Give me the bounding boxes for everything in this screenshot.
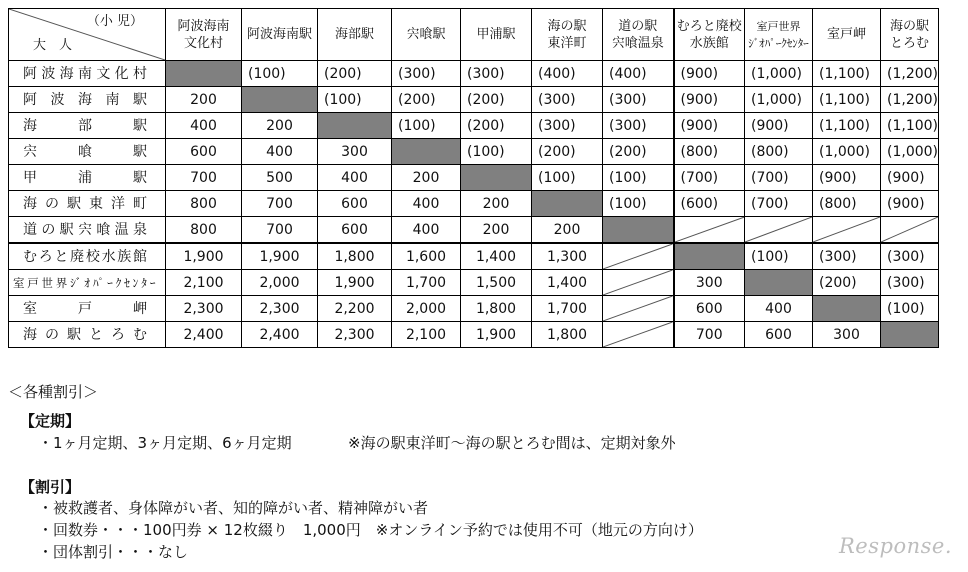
fare-cell: (400) (532, 61, 603, 87)
column-header-label: 海部駅 (334, 27, 374, 42)
fare-cell: 2,400 (166, 322, 242, 348)
column-header (674, 9, 745, 61)
fare-cell: 400 (166, 113, 242, 139)
column-header-label: 阿波海南 文化村 (177, 18, 230, 51)
fare-cell: 2,300 (318, 322, 392, 348)
same-station-cell (461, 165, 532, 191)
fare-cell: 400 (745, 296, 813, 322)
fare-cell: (300) (532, 87, 603, 113)
fare-cell: (100) (881, 296, 939, 322)
not-applicable-cell (745, 217, 813, 244)
fare-cell: (100) (461, 139, 532, 165)
fare-cell: (300) (881, 243, 939, 270)
column-header-label: 甲浦駅 (476, 27, 516, 42)
fare-cell: 1,800 (532, 322, 603, 348)
fare-cell: (300) (603, 113, 674, 139)
column-header (881, 9, 939, 61)
teiki-item: ・1ヶ月定期、3ヶ月定期、6ヶ月定期 (38, 434, 292, 452)
corner-header-cell (9, 9, 166, 61)
fare-cell: (200) (461, 87, 532, 113)
fare-cell: 400 (242, 139, 318, 165)
fare-row (9, 61, 939, 87)
fare-cell: 200 (392, 165, 461, 191)
fare-cell: 700 (242, 191, 318, 217)
fare-row (9, 270, 939, 296)
not-applicable-cell (813, 217, 881, 244)
fare-cell: 200 (461, 217, 532, 244)
teiki-title: 【定期】 (20, 412, 81, 430)
same-station-cell (166, 61, 242, 87)
column-header-label: 宍喰駅 (406, 27, 446, 42)
fare-cell: 2,400 (242, 322, 318, 348)
fare-table (8, 8, 939, 348)
row-station-name: 海部駅 (9, 113, 166, 139)
fare-cell: 1,900 (166, 243, 242, 270)
fare-cell: (100) (532, 165, 603, 191)
fare-cell: (1,200) (881, 87, 939, 113)
same-station-cell (745, 270, 813, 296)
fare-cell: (200) (461, 113, 532, 139)
fare-cell: 700 (674, 322, 745, 348)
fare-cell: (600) (674, 191, 745, 217)
fare-row (9, 191, 939, 217)
fare-cell: (1,000) (745, 61, 813, 87)
row-station-name: 甲浦駅 (9, 165, 166, 191)
fare-cell: (100) (318, 87, 392, 113)
fare-cell: (800) (813, 191, 881, 217)
fare-cell: 600 (674, 296, 745, 322)
fare-row (9, 243, 939, 270)
fare-cell: (700) (745, 191, 813, 217)
column-header (461, 9, 532, 61)
row-station-name: 道の駅宍喰温泉 (9, 217, 166, 244)
column-header-label: 阿波海南駅 (246, 27, 312, 42)
fare-cell: 2,000 (392, 296, 461, 322)
row-station-name: 阿波海南文化村 (9, 61, 166, 87)
fare-cell: 200 (461, 191, 532, 217)
fare-cell: (700) (745, 165, 813, 191)
column-header (242, 9, 318, 61)
column-header-label: 室戸岬 (826, 27, 866, 42)
column-header (813, 9, 881, 61)
fare-cell: (200) (603, 139, 674, 165)
fare-cell: 400 (392, 191, 461, 217)
fare-cell: (1,100) (813, 113, 881, 139)
fare-cell: 200 (532, 217, 603, 244)
fare-cell: (300) (813, 243, 881, 270)
fare-cell: 500 (242, 165, 318, 191)
fare-cell: 1,600 (392, 243, 461, 270)
child-label: （小 児） (86, 14, 143, 29)
fare-cell: (700) (674, 165, 745, 191)
row-station-name: 室戸岬 (9, 296, 166, 322)
row-station-name: 海の駅東洋町 (9, 191, 166, 217)
fare-cell: (200) (532, 139, 603, 165)
fare-cell: (200) (813, 270, 881, 296)
fare-cell: 300 (674, 270, 745, 296)
fare-cell: 600 (318, 191, 392, 217)
same-station-cell (392, 139, 461, 165)
fare-cell: (300) (392, 61, 461, 87)
fare-cell: (300) (881, 270, 939, 296)
not-applicable-cell (674, 217, 745, 244)
fare-cell: (100) (603, 165, 674, 191)
adult-label: 大 人 (33, 38, 73, 53)
fare-cell: (300) (532, 113, 603, 139)
not-applicable-cell (603, 270, 674, 296)
fare-cell: 1,800 (318, 243, 392, 270)
fare-cell: (300) (603, 87, 674, 113)
row-station-name: 阿波海南駅 (9, 87, 166, 113)
waribiki-item: ・被救護者、身体障がい者、知的障がい者、精神障がい者 (38, 499, 429, 517)
not-applicable-cell (603, 243, 674, 270)
same-station-cell (674, 243, 745, 270)
fare-cell: (400) (603, 61, 674, 87)
fare-cell: (1,000) (745, 87, 813, 113)
fare-cell: 800 (166, 191, 242, 217)
fare-cell: 300 (318, 139, 392, 165)
not-applicable-cell (603, 322, 674, 348)
fare-cell: 2,100 (166, 270, 242, 296)
waribiki-title: 【割引】 (20, 478, 81, 496)
row-station-name: 宍喰駅 (9, 139, 166, 165)
fare-cell: 1,900 (461, 322, 532, 348)
fare-cell: 700 (166, 165, 242, 191)
fare-cell: (900) (674, 61, 745, 87)
fare-cell: 2,000 (242, 270, 318, 296)
fare-cell: (900) (674, 87, 745, 113)
same-station-cell (242, 87, 318, 113)
fare-cell: (1,200) (881, 61, 939, 87)
column-header (603, 9, 674, 61)
fare-row (9, 113, 939, 139)
fare-row (9, 139, 939, 165)
column-header (745, 9, 813, 61)
fare-cell: (900) (674, 113, 745, 139)
fare-cell: (1,000) (881, 139, 939, 165)
fare-cell: (100) (603, 191, 674, 217)
not-applicable-cell (881, 217, 939, 244)
fare-cell: 1,700 (392, 270, 461, 296)
fare-cell: 200 (166, 87, 242, 113)
fare-row (9, 217, 939, 244)
column-header-label: 海の駅 とろむ (889, 18, 929, 51)
fare-cell: (900) (813, 165, 881, 191)
fare-cell: 2,200 (318, 296, 392, 322)
waribiki-item: ・回数券・・・100円券 × 12枚綴り 1,000円 ※オンライン予約では使用不可（地元の方向け） (38, 521, 703, 539)
fare-cell: 1,700 (532, 296, 603, 322)
fare-cell: (900) (881, 191, 939, 217)
waribiki-item: ・団体割引・・・なし (38, 543, 189, 561)
fare-cell: 1,900 (242, 243, 318, 270)
fare-row (9, 87, 939, 113)
fare-cell: (300) (461, 61, 532, 87)
fare-row (9, 322, 939, 348)
fare-cell: 300 (813, 322, 881, 348)
fare-cell: 1,800 (461, 296, 532, 322)
fare-cell: (100) (242, 61, 318, 87)
column-header (166, 9, 242, 61)
column-header-label: むろと廃校 水族館 (676, 18, 742, 51)
fare-cell: (1,100) (881, 113, 939, 139)
fare-row (9, 165, 939, 191)
fare-cell: 1,400 (461, 243, 532, 270)
same-station-cell (603, 217, 674, 244)
fare-cell: (200) (392, 87, 461, 113)
fare-cell: 600 (166, 139, 242, 165)
column-header-label: 道の駅 宍喰温泉 (611, 18, 664, 51)
column-header (318, 9, 392, 61)
fare-cell: 800 (166, 217, 242, 244)
fare-cell: 400 (318, 165, 392, 191)
fare-cell: (100) (392, 113, 461, 139)
fare-cell: 1,500 (461, 270, 532, 296)
fare-cell: 2,300 (242, 296, 318, 322)
column-header (392, 9, 461, 61)
fare-row (9, 296, 939, 322)
fare-cell: 200 (242, 113, 318, 139)
column-header-label: 海の駅 東洋町 (547, 18, 587, 51)
fare-cell: 1,400 (532, 270, 603, 296)
fare-cell: 1,900 (318, 270, 392, 296)
same-station-cell (532, 191, 603, 217)
fare-cell: (900) (745, 113, 813, 139)
fare-cell: (200) (318, 61, 392, 87)
fare-cell: 600 (745, 322, 813, 348)
fare-cell: 600 (318, 217, 392, 244)
same-station-cell (881, 322, 939, 348)
row-station-name: 室戸世界ｼﾞｵﾊﾟｰｸｾﾝﾀｰ (9, 270, 166, 296)
fare-cell: (1,100) (813, 87, 881, 113)
row-station-name: 海の駅とろむ (9, 322, 166, 348)
teiki-note: ※海の駅東洋町～海の駅とろむ間は、定期対象外 (348, 434, 676, 452)
fare-cell: (1,100) (813, 61, 881, 87)
discount-heading: ＜各種割引＞ (8, 383, 99, 401)
row-station-name: むろと廃校水族館 (9, 243, 166, 270)
fare-cell: 700 (242, 217, 318, 244)
fare-cell: (800) (674, 139, 745, 165)
same-station-cell (813, 296, 881, 322)
column-header (532, 9, 603, 61)
fare-cell: (100) (745, 243, 813, 270)
fare-cell: (900) (881, 165, 939, 191)
response-watermark-logo: Response. (838, 534, 952, 558)
not-applicable-cell (603, 296, 674, 322)
fare-cell: 1,300 (532, 243, 603, 270)
fare-cell: 2,100 (392, 322, 461, 348)
fare-cell: 400 (392, 217, 461, 244)
fare-cell: 2,300 (166, 296, 242, 322)
fare-cell: (1,000) (813, 139, 881, 165)
same-station-cell (318, 113, 392, 139)
fare-cell: (800) (745, 139, 813, 165)
column-header-label: 室戸世界 ｼﾞｵﾊﾟｰｸｾﾝﾀｰ (748, 19, 809, 50)
